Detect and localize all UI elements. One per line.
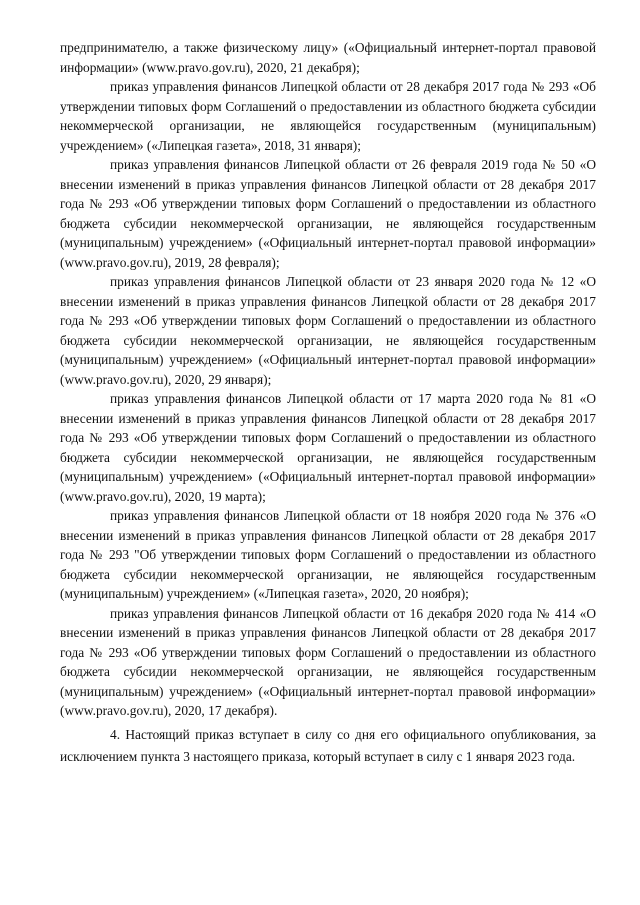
paragraph-order-2020-376: приказ управления финансов Липецкой области от 18 ноября 2020 года № 376 «О внесении изменений в приказ управления финансов Липецкой области от 28 декабря 2017 года № 293 "Об утверждении типовых форм Соглашений о предоставлении из областного бюджета субсидии некоммерческой организации, не являющейся государственным (муниципальным) учреждением» («Липецкая газета», 2020, 20 ноября); bbox=[60, 508, 596, 601]
paragraph-effective-date: 4. Настоящий приказ вступает в силу со дня его официального опубликования, за исключением пункта 3 настоящего приказа, который вступает в силу с 1 января 2023 года. bbox=[60, 726, 596, 764]
paragraph-order-2020-81: приказ управления финансов Липецкой области от 17 марта 2020 года № 81 «О внесении изменений в приказ управления финансов Липецкой области от 28 декабря 2017 года № 293 «Об утверждении типовых форм Соглашений о предоставлении из областного бюджета субсидии некоммерческой организации, не являющейся государственным (муниципальным) учреждением» («Официальный интернет-портал правовой информации» (www.pravo.gov.ru), 2020, 19 марта); bbox=[60, 391, 596, 504]
document-page bbox=[60, 38, 596, 768]
paragraph-continuation: предпринимателю, а также физическому лицу» («Официальный интернет-портал правовой информации» (www.pravo.gov.ru), 2020, 21 декабря); bbox=[60, 40, 596, 75]
paragraph-order-2020-414: приказ управления финансов Липецкой области от 16 декабря 2020 года № 414 «О внесении изменений в приказ управления финансов Липецкой области от 28 декабря 2017 года № 293 «Об утверждении типовых форм Соглашений о предоставлении из областного бюджета субсидии некоммерческой организации, не являющейся государственным (муниципальным) учреждением» («Официальный интернет-портал правовой информации» (www.pravo.gov.ru), 2020, 17 декабря). bbox=[60, 605, 596, 718]
paragraph-order-2020-12: приказ управления финансов Липецкой области от 23 января 2020 года № 12 «О внесении изменений в приказ управления финансов Липецкой области от 28 декабря 2017 года № 293 «Об утверждении типовых форм Соглашений о предоставлении из областного бюджета субсидии некоммерческой организации, не являющейся государственным (муниципальным) учреждением» («Официальный интернет-портал правовой информации» (www.pravo.gov.ru), 2020, 29 января); bbox=[60, 274, 596, 387]
paragraph-order-2019-50: приказ управления финансов Липецкой области от 26 февраля 2019 года № 50 «О внесении изменений в приказ управления финансов Липецкой области от 28 декабря 2017 года № 293 «Об утверждении типовых форм Соглашений о предоставлении из областного бюджета субсидии некоммерческой организации, не являющейся государственным (муниципальным) учреждением» («Официальный интернет-портал правовой информации» (www.pravo.gov.ru), 2019, 28 февраля); bbox=[60, 157, 596, 270]
paragraph-order-2017-293: приказ управления финансов Липецкой области от 28 декабря 2017 года № 293 «Об утверждении типовых форм Соглашений о предоставлении из областного бюджета субсидии некоммерческой организации, не являющейся государственным (муниципальным) учреждением» («Липецкая газета», 2018, 31 января); bbox=[60, 79, 596, 153]
